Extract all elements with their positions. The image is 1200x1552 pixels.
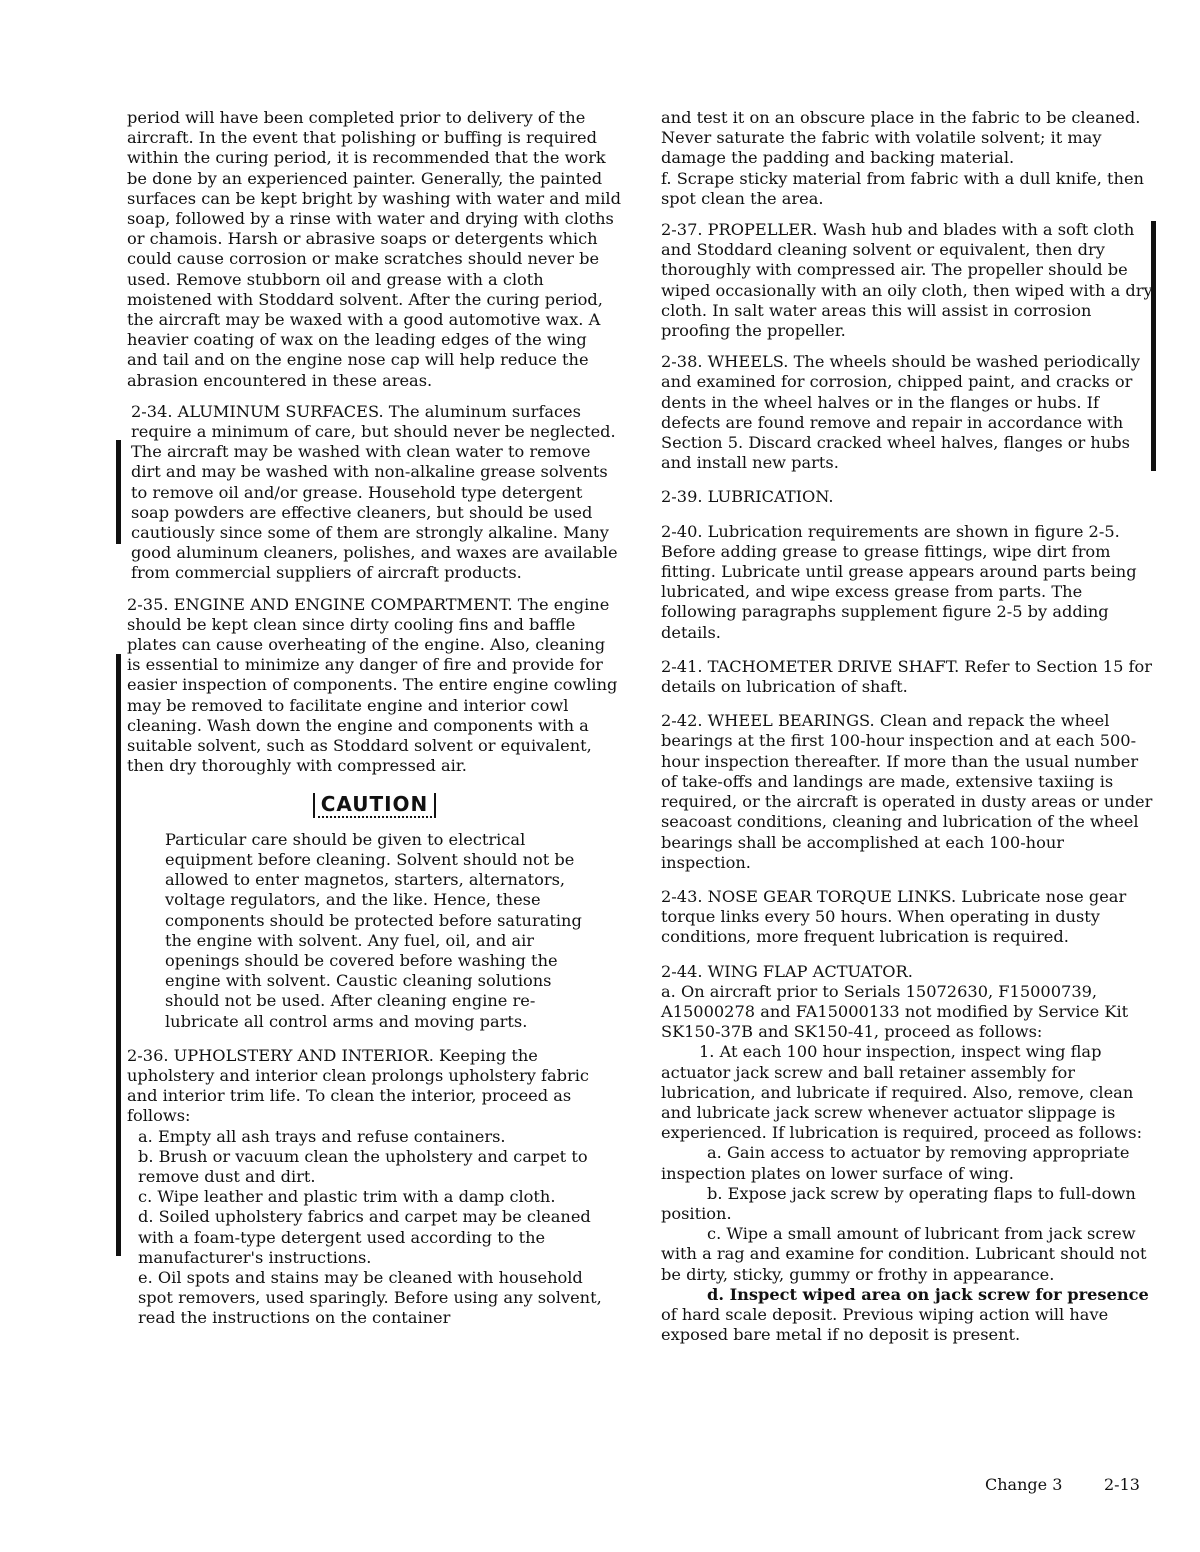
- section-2-44: 2-44. WING FLAP ACTUATOR.: [661, 961, 913, 981]
- revision-bar-2-36: [116, 1180, 121, 1256]
- section-2-36-a: a. Empty all ash trays and refuse containers.: [138, 1126, 506, 1146]
- section-2-35: 2-35. ENGINE AND ENGINE COMPARTMENT. The engine should be kept clean since dirty cooling fins and baffle plates can cause overheating of the engine. Also, cleaning is essential to minimize any danger of fire and provide for easier inspection of components. The entire engine cowling may be removed to facilitate engine and interior cowl cleaning. Wash down the engine and components with a suitable solvent, such as Stoddard solvent or equivalent, then dry thoroughly with compressed air.: [127, 594, 618, 776]
- section-2-44-a-1-c: c. Wipe a small amount of lubricant from jack screw with a rag and examine for condition. Lubricant should not be dirty, sticky, gummy or frothy in appearance.: [661, 1224, 1147, 1284]
- section-2-44-a-1: 1. At each 100 hour inspection, inspect wing flap actuator jack screw and ball retainer assembly for lubrication, and lubricate if required. Also, remove, clean and lubricate jack screw whenever actuator slippage is experienced. If lubrication is required, proceed as follows:: [661, 1042, 1143, 1143]
- left-column: [127, 108, 622, 1329]
- right-column: [661, 108, 1154, 1345]
- section-2-38: 2-38. WHEELS. The wheels should be washed periodically and examined for corrosion, chipped paint, and cracks or dents in the wheel halves or in the flanges or hubs. If defects are found remove and repair in accordance with Section 5. Discard cracked wheel halves, flanges or hubs and install new parts.: [661, 352, 1140, 473]
- section-2-36-continued: and test it on an obscure place in the fabric to be cleaned. Never saturate the fabric with volatile solvent; it may damage the padding and backing material.: [661, 108, 1141, 168]
- revision-bar-2-35: [116, 654, 121, 1189]
- section-2-44-a-1-d-lead: d. Inspect wiped area on jack screw for presence: [707, 1284, 1149, 1304]
- section-2-36-e: e. Oil spots and stains may be cleaned with household spot removers, used sparingly. Before using any solvent, read the instructions on the container: [138, 1267, 602, 1328]
- section-2-34: 2-34. ALUMINUM SURFACES. The aluminum surfaces require a minimum of care, but should never be neglected. The aircraft may be washed with clean water to remove dirt and may be washed with non-alkaline grease solvents to remove oil and/or grease. Household type detergent soap powders are effective cleaners, but should be used cautiously since some of them are strongly alkaline. Many good aluminum cleaners, polishes, and waxes are available from commercial suppliers of aircraft products.: [131, 401, 618, 583]
- section-2-44-a: a. On aircraft prior to Serials 15072630, F15000739, A15000278 and FA15000133 not modified by Service Kit SK150-37B and SK150-41, proceed as follows:: [661, 981, 1129, 1042]
- section-2-36-b: b. Brush or vacuum clean the upholstery and carpet to remove dust and dirt.: [138, 1146, 588, 1186]
- section-2-41: 2-41. TACHOMETER DRIVE SHAFT. Refer to Section 15 for details on lubrication of shaft.: [661, 656, 1152, 697]
- section-2-44-a-1-b: b. Expose jack screw by operating flaps to full-down position.: [661, 1183, 1136, 1223]
- section-2-44-a-1-d: [661, 1285, 1154, 1346]
- section-2-43: 2-43. NOSE GEAR TORQUE LINKS. Lubricate nose gear torque links every 50 hours. When operating in dusty conditions, more frequent lubrication is required.: [661, 886, 1127, 947]
- caution-text: Particular care should be given to electrical equipment before cleaning. Solvent should not be allowed to enter magnetos, starters, alternators, voltage regulators, and the like. Hence, these components should be protected before saturating the engine with solvent. Any fuel, oil, and air openings should be covered before washing the engine with solvent. Caustic cleaning solutions should not be used. After cleaning engine re-lubricate all control arms and moving parts.: [165, 829, 582, 1031]
- section-2-36-f: f. Scrape sticky material from fabric with a dull knife, then spot clean the area.: [661, 168, 1144, 208]
- footer-page-number: 2-13: [1104, 1475, 1140, 1494]
- section-2-36-d: d. Soiled upholstery fabrics and carpet may be cleaned with a foam-type detergent used according to the manufacturer's instructions.: [138, 1207, 591, 1267]
- section-2-44-a-1-d-rest: of hard scale deposit. Previous wiping action will have exposed bare metal if no deposit is present.: [661, 1304, 1109, 1345]
- section-2-40: 2-40. Lubrication requirements are shown in figure 2-5. Before adding grease to grease fittings, wipe dirt from fitting. Lubricate until grease appears around parts being lubricated, and wipe excess grease from parts. The following paragraphs supplement figure 2-5 by adding details.: [661, 521, 1137, 642]
- caution-label: CAUTION: [313, 793, 437, 818]
- caution-heading: [127, 793, 622, 818]
- revision-bar-2-34: [116, 440, 121, 544]
- section-2-36: 2-36. UPHOLSTERY AND INTERIOR. Keeping the upholstery and interior clean prolongs upholstery fabric and interior trim life. To clean the interior, proceed as follows:: [127, 1045, 589, 1126]
- intro-paragraph: period will have been completed prior to delivery of the aircraft. In the event that polishing or buffing is required within the curing period, it is recommended that the work be done by an experienced painter. Generally, the painted surfaces can be kept bright by washing with water and mild soap, followed by a rinse with water and drying with cloths or chamois. Harsh or abrasive soaps or detergents which could cause corrosion or make scratches should never be used. Remove stubborn oil and grease with a cloth moistened with Stoddard solvent. After the curing period, the aircraft may be waxed with a good automotive wax. A heavier coating of wax on the leading edges of the wing and tail and on the engine nose cap will help reduce the abrasion encountered in these areas.: [127, 108, 621, 390]
- section-2-44-a-1-a: a. Gain access to actuator by removing appropriate inspection plates on lower surface of wing.: [661, 1143, 1130, 1183]
- section-2-39: 2-39. LUBRICATION.: [661, 487, 834, 507]
- section-2-37: 2-37. PROPELLER. Wash hub and blades with a soft cloth and Stoddard cleaning solvent or equivalent, then dry thoroughly with compressed air. The propeller should be wiped occasionally with an oily cloth, then wiped with a dry cloth. In salt water areas this will assist in corrosion proofing the propeller.: [661, 220, 1153, 341]
- section-2-42: 2-42. WHEEL BEARINGS. Clean and repack the wheel bearings at the first 100-hour inspection and at each 500-hour inspection thereafter. If more than the usual number of take-offs and landings are made, extensive taxiing is required, or the aircraft is operated in dusty areas or under seacoast conditions, cleaning and lubrication of the wheel bearings shall be accomplished at each 100-hour inspection.: [661, 711, 1153, 872]
- section-2-36-c: c. Wipe leather and plastic trim with a damp cloth.: [138, 1187, 556, 1207]
- footer-change: Change 3: [985, 1475, 1063, 1494]
